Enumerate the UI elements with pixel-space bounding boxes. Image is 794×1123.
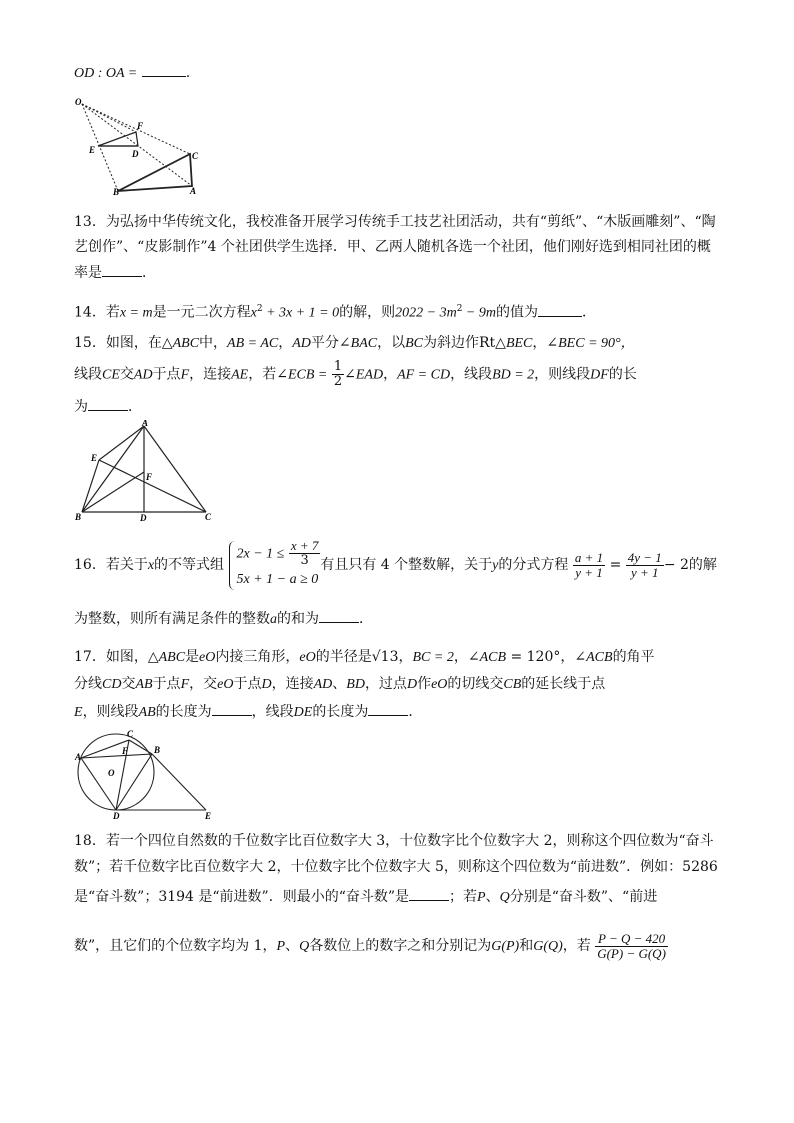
line-EB — [82, 460, 99, 512]
answer-blank — [538, 302, 582, 317]
q15-line3: 为 ． — [74, 396, 734, 418]
answer-blank — [319, 608, 359, 623]
label-F: F — [137, 121, 144, 131]
label-C: C — [192, 151, 199, 161]
label-B: B — [113, 187, 120, 196]
q15-line1: 15．如图，在△ABC中，AB = AC，AD平分∠BAC，以BC为斜边作Rt△BEC，∠BEC = 90°， — [74, 335, 635, 351]
answer-blank — [88, 396, 128, 411]
line-AB — [82, 426, 144, 512]
fraction-pq: $\frac{P - Q - 420}{G(P) - G(Q)}$ — [597, 930, 666, 961]
figure-q15 — [74, 420, 216, 522]
fraction-4y1-y1: $\frac{4y - 1}{y + 1}$ — [627, 549, 662, 580]
label-B: B — [154, 745, 161, 755]
label-O: O — [108, 768, 115, 778]
q17-line2: 分线CD交AB于点F，交eO于点D，连接AD、BD，过点D作eO的切线交CB的延长线于点 — [74, 676, 606, 692]
fraction-half: $\frac{1}{2}$ — [333, 359, 343, 389]
line-BE — [152, 754, 206, 810]
q13-line2: 艺创作”、“皮影制作”4 个社团供学生选择．甲、乙两人随机各选一个社团，他们刚好选到相同社团的概 — [74, 239, 711, 255]
label-O: O — [75, 97, 82, 107]
label-D: D — [132, 149, 139, 159]
fraction-a1-y1: $\frac{a + 1}{y + 1}$ — [574, 549, 604, 580]
label-F: F — [122, 746, 129, 756]
ratio-expr: OD : OA = — [74, 66, 138, 81]
inequality-system: 2x − 1 ≤ $\frac{x + 7}{3}$ 5x + 1 − a ≥ 0 — [229, 539, 321, 592]
line-OB — [82, 104, 118, 191]
label-D: D — [113, 811, 120, 820]
line-CB — [129, 740, 152, 754]
q13-line3: 率是 ． — [74, 262, 734, 284]
q12-tail: OD : OA = . — [74, 62, 734, 85]
q16-line1: 16．若关于x的不等式组 2x − 1 ≤ $\frac{x + 7}{3}$ 5x + 1 − a ≥ 0 有且只有 4 个整数解，关于y的分式方程 $\frac{a + 1}{y + 1}$ = $\frac{4y - 1}{y + 1}$ − 2的解 — [74, 537, 734, 594]
line-AD — [81, 758, 116, 810]
line-OF — [82, 104, 136, 132]
q18-line1: 18．若一个四位自然数的千位数字比百位数字大 3，十位数字比个位数字大 2，则称这个四位数为“奋斗 — [74, 833, 714, 849]
label-A: A — [75, 752, 82, 762]
label-F: F — [146, 472, 153, 482]
label-E: E — [89, 145, 96, 155]
q17-line3: E，则线段AB的长度为 ，线段DE的长度为 ． — [74, 701, 734, 724]
answer-blank — [142, 62, 186, 77]
q14-line: 14．若x = m是一元二次方程$x^2 + 3x + 1 = 0$的解，则$2022 - 3m^2 - 9m$的值为 ． — [74, 298, 734, 325]
triangle-BCA — [118, 154, 192, 191]
q18-line2: 数”；若千位数字比百位数字大 2，十位数字比个位数字大 5，则称这个四位数为“前进数”．例如：5286 — [74, 859, 718, 875]
figure-q17 — [74, 728, 214, 820]
q18-line4: 数”，且它们的个位数字均为 1，P、Q各数位上的数字之和分别记为G(P)和G(Q)，若 $\frac{P - Q - 420}{G(P) - G(Q)}$ — [74, 930, 666, 961]
line-BF — [82, 472, 144, 512]
q13-line1: 13．为弘扬中华传统文化，我校准备开展学习传统手工技艺社团活动，共有“剪纸”、“木版画雕刻”、“陶 — [74, 214, 716, 230]
answer-blank — [409, 886, 449, 901]
q16-line2: 为整数，则所有满足条件的整数a的和为 ． — [74, 608, 734, 631]
label-C: C — [127, 729, 134, 739]
q15-line2: 线段CE交AD于点F，连接AE，若∠ECB = $\frac{1}{2}$ ∠EAD，AF = CD，线段BD = 2，则线段DF的长 — [74, 359, 637, 389]
figure-q12 — [74, 96, 204, 196]
label-A: A — [190, 186, 197, 196]
line-AC — [144, 426, 206, 512]
q17-line1: 17．如图，△ABC是eO内接三角形，eO的半径是√13，BC = 2，∠ACB = 120°，∠ACB的角平 — [74, 649, 655, 665]
answer-blank — [102, 262, 142, 277]
label-E: E — [205, 811, 212, 820]
label-D: D — [140, 513, 147, 522]
q18-line3: 是“奋斗数”；3194 是“前进数”．则最小的“奋斗数”是 ；若P、Q分别是“奋斗数”、“前进 — [74, 886, 734, 909]
line-EC — [99, 460, 206, 512]
label-B: B — [75, 512, 82, 522]
label-A: A — [142, 420, 149, 428]
label-C: C — [205, 512, 212, 522]
answer-blank-de — [368, 701, 408, 716]
answer-blank-ab — [212, 701, 252, 716]
triangle-EFD — [98, 132, 138, 146]
label-E: E — [91, 453, 98, 463]
line-AB — [81, 754, 152, 758]
line-EA — [99, 426, 144, 460]
